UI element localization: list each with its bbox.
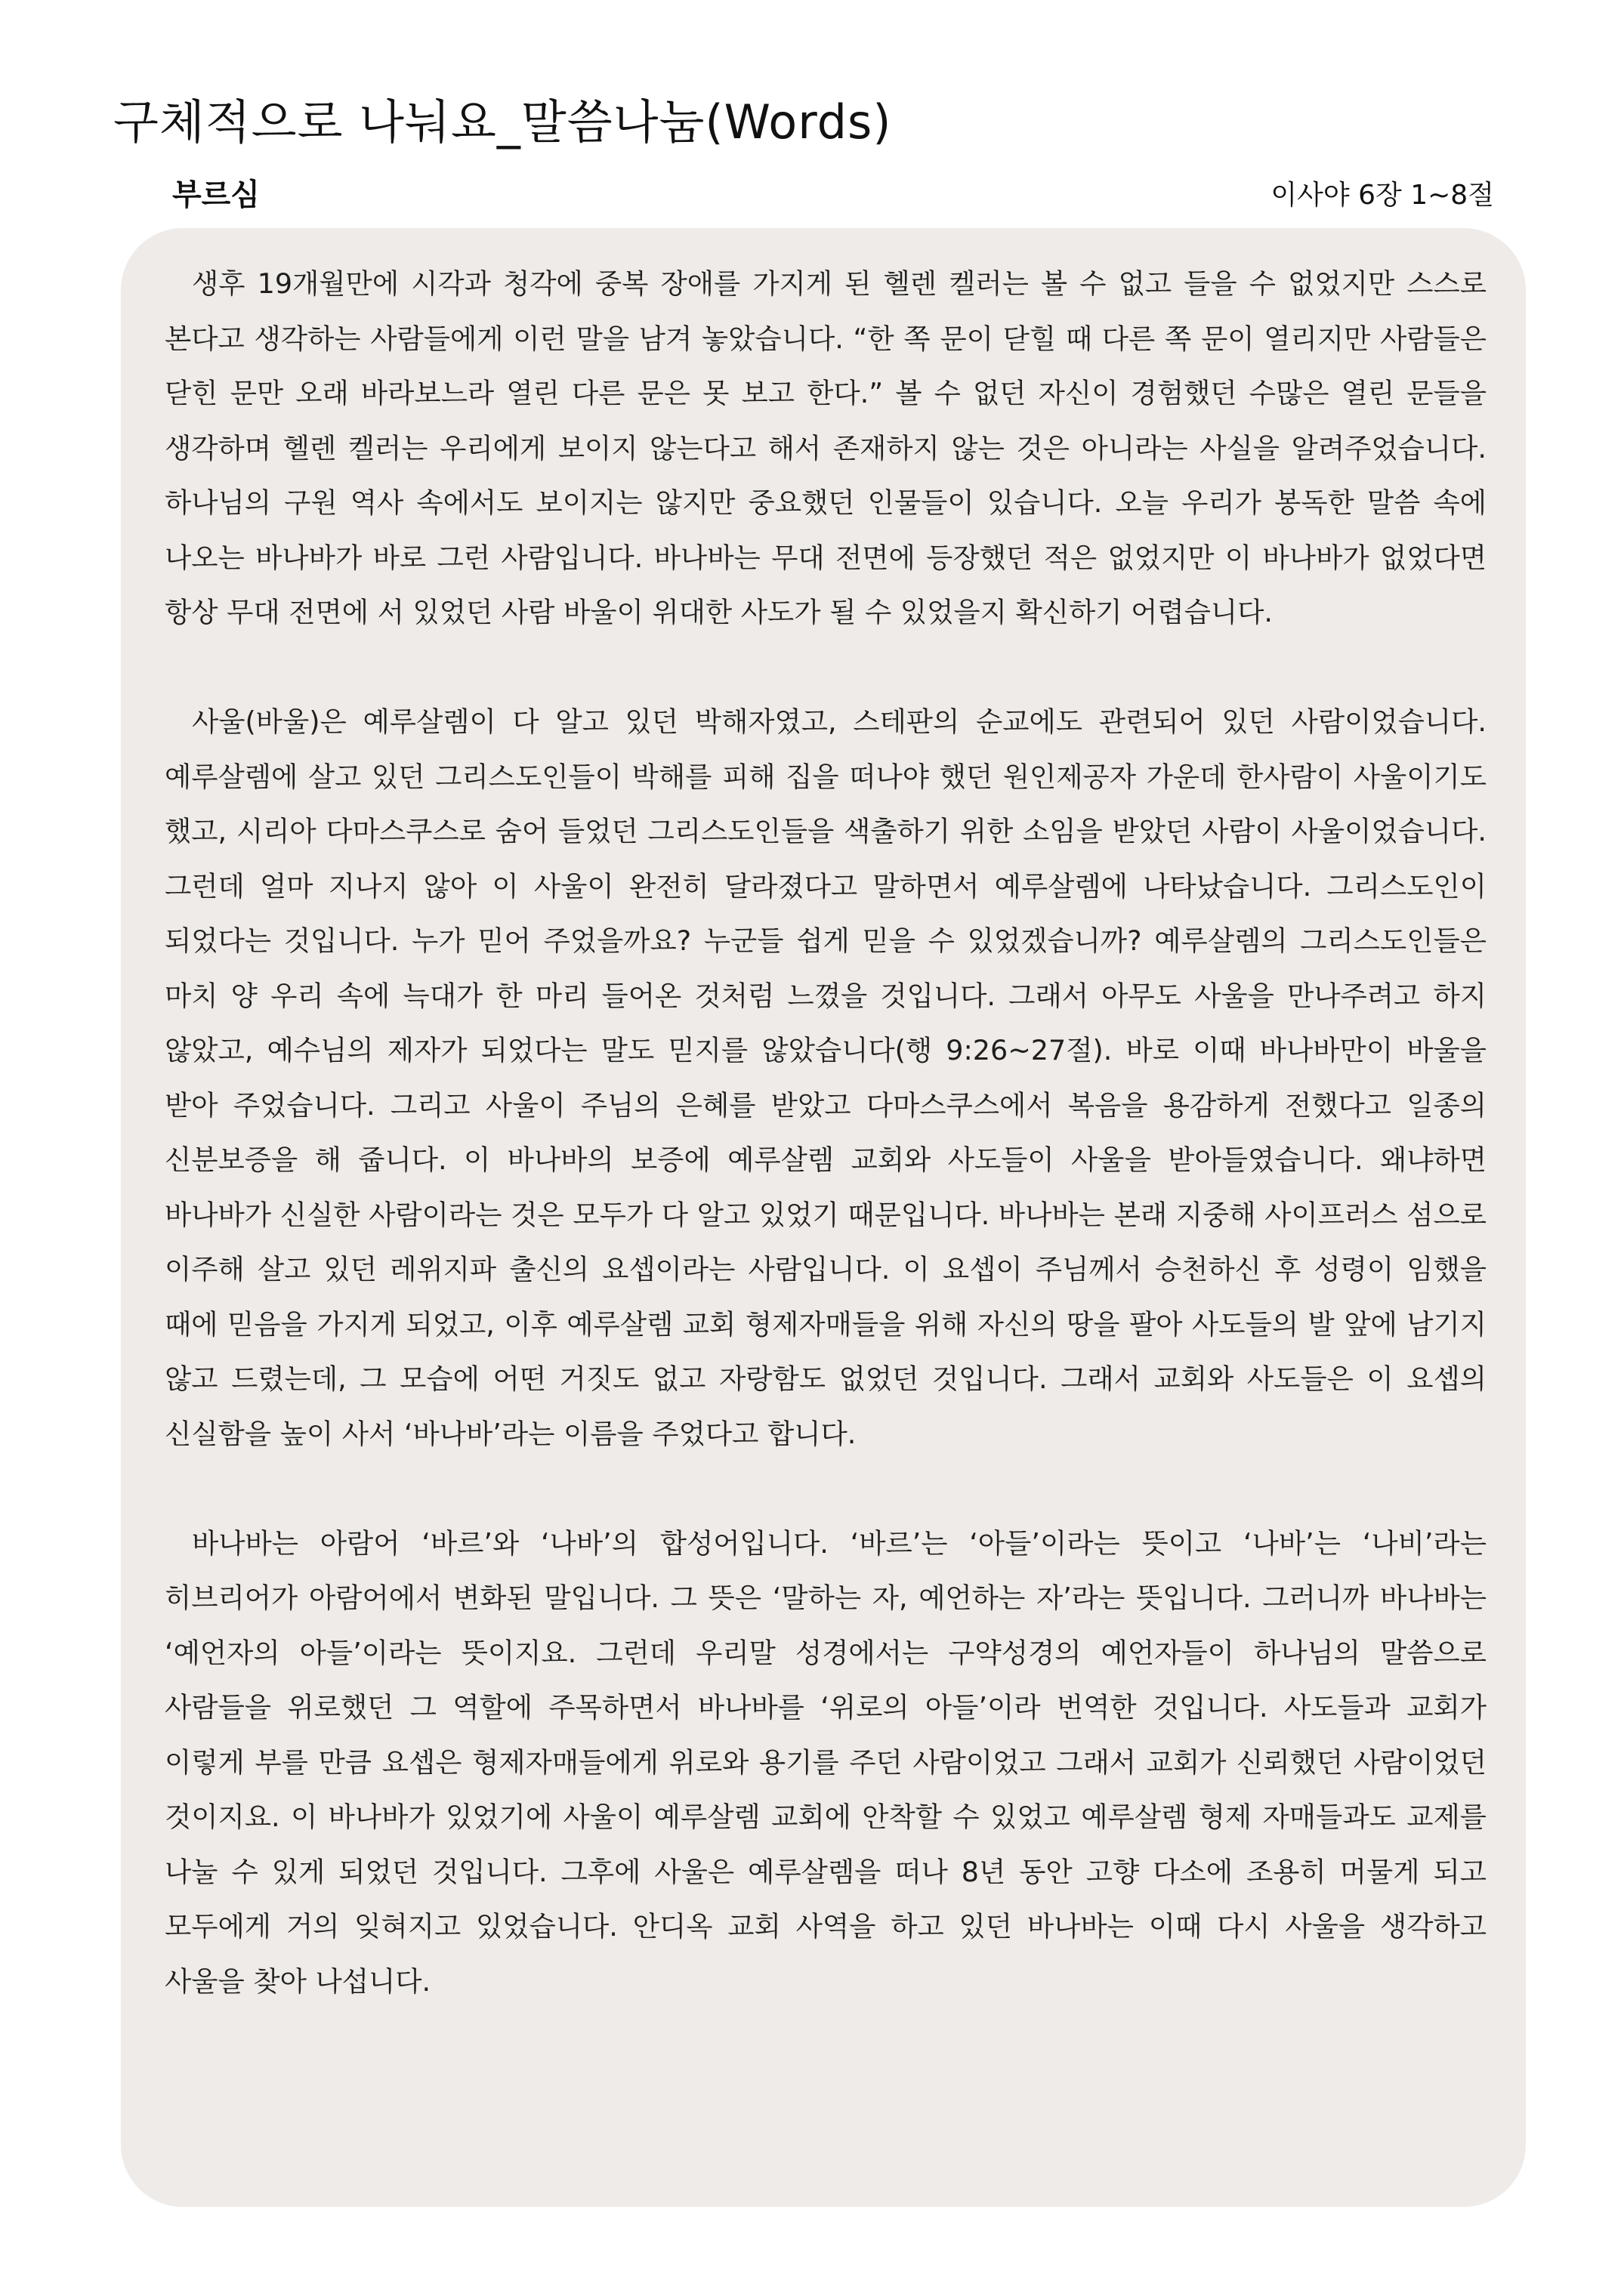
paragraph-helen-keller: 생후 19개월만에 시각과 청각에 중복 장애를 가지게 된 헬렌 켈러는 볼 수 없고 들을 수 없었지만 스스로 본다고 생각하는 사람들에게 이런 말을 남겨 놓았습니다. “한 쪽 문이 닫힐 때 다른 쪽 문이 열리지만 사람들은 닫힌 문만 오래 바라보느라 열린 다른 문은 못 보고 한다.” 볼 수 없던 자신이 경험했던 수많은 열린 문들을 생각하며 헬렌 켈러는 우리에게 보이지 않는다고 해서 존재하지 않는 것은 아니라는 사실을 알려주었습니다. 하나님의 구원 역사 속에서도 보이지는 않지만 중요했던 인물들이 있습니다. 오늘 우리가 봉독한 말씀 속에 나오는 바나바가 바로 그런 사람입니다. 바나바는 무대 전면에 등장했던 적은 없었지만 이 바나바가 없었다면 항상 무대 전면에 서 있었던 사람 바울이 위대한 사도가 될 수 있었을지 확신하기 어렵습니다. [165, 267, 1487, 628]
paragraph-saul-barnabas: 사울(바울)은 예루살렘이 다 알고 있던 박해자였고, 스테판의 순교에도 관련되어 있던 사람이었습니다. 예루살렘에 살고 있던 그리스도인들이 박해를 피해 집을 떠나야 했던 원인제공자 가운데 한사람이 사울이기도 했고, 시리아 다마스쿠스로 숨어 들었던 그리스도인들을 색출하기 위한 소임을 받았던 사람이 사울이었습니다. 그런데 얼마 지나지 않아 이 사울이 완전히 달라졌다고 말하면서 예루살렘에 나타났습니다. 그리스도인이 되었다는 것입니다. 누가 믿어 주었을까요? 누군들 쉽게 믿을 수 있었겠습니까? 예루살렘의 그리스도인들은 마치 양 우리 속에 늑대가 한 마리 들어온 것처럼 느꼈을 것입니다. 그래서 아무도 사울을 만나주려고 하지 않았고, 예수님의 제자가 되었다는 말도 믿지를 않았습니다(행 9:26~27절). 바로 이때 바나바만이 바울을 받아 주었습니다. 그리고 사울이 주님의 은혜를 받았고 다마스쿠스에서 복음을 용감하게 전했다고 일종의 신분보증을 해 줍니다. 이 바나바의 보증에 예루살렘 교회와 사도들이 사울을 받아들였습니다. 왜냐하면 바나바가 신실한 사람이라는 것은 모두가 다 알고 있었기 때문입니다. 바나바는 본래 지중해 사이프러스 섬으로 이주해 살고 있던 레위지파 출신의 요셉이라는 사람입니다. 이 요셉이 주님께서 승천하신 후 성령이 임했을 때에 믿음을 가지게 되었고, 이후 예루살렘 교회 형제자매들을 위해 자신의 땅을 팔아 사도들의 발 앞에 남기지 않고 드렸는데, 그 모습에 어떤 거짓도 없고 자랑함도 없었던 것입니다. 그래서 교회와 사도들은 이 요셉의 신실함을 높이 사서 ‘바나바’라는 이름을 주었다고 합니다. [165, 705, 1487, 1450]
paragraph-name-meaning: 바나바는 아람어 ‘바르’와 ‘나바’의 합성어입니다. ‘바르’는 ‘아들’이라는 뜻이고 ‘나바’는 ‘나비’라는 히브리어가 아람어에서 변화된 말입니다. 그 뜻은 ‘말하는 자, 예언하는 자’라는 뜻입니다. 그러니까 바나바는 ‘예언자의 아들’이라는 뜻이지요. 그런데 우리말 성경에서는 구약성경의 예언자들이 하나님의 말씀으로 사람들을 위로했던 그 역할에 주목하면서 바나바를 ‘위로의 아들’이라 번역한 것입니다. 사도들과 교회가 이렇게 부를 만큼 요셉은 형제자매들에게 위로와 용기를 주던 사람이었고 그래서 교회가 신뢰했던 사람이었던 것이지요. 이 바나바가 있었기에 사울이 예루살렘 교회에 안착할 수 있었고 예루살렘 형제 자매들과도 교제를 나눌 수 있게 되었던 것입니다. 그후에 사울은 예루살렘을 떠나 8년 동안 고향 다소에 조용히 머물게 되고 모두에게 거의 잊혀지고 있었습니다. 안디옥 교회 사역을 하고 있던 바나바는 이때 다시 사울을 생각하고 사울을 찾아 나섭니다. [165, 1526, 1487, 1998]
section-title: 부르심 [172, 177, 260, 212]
scripture-reference: 이사야 6장 1~8절 [1270, 180, 1494, 211]
page-title: 구체적으로 나눠요_말씀나눔(Words) [113, 94, 892, 150]
sermon-text-box [121, 228, 1526, 2207]
